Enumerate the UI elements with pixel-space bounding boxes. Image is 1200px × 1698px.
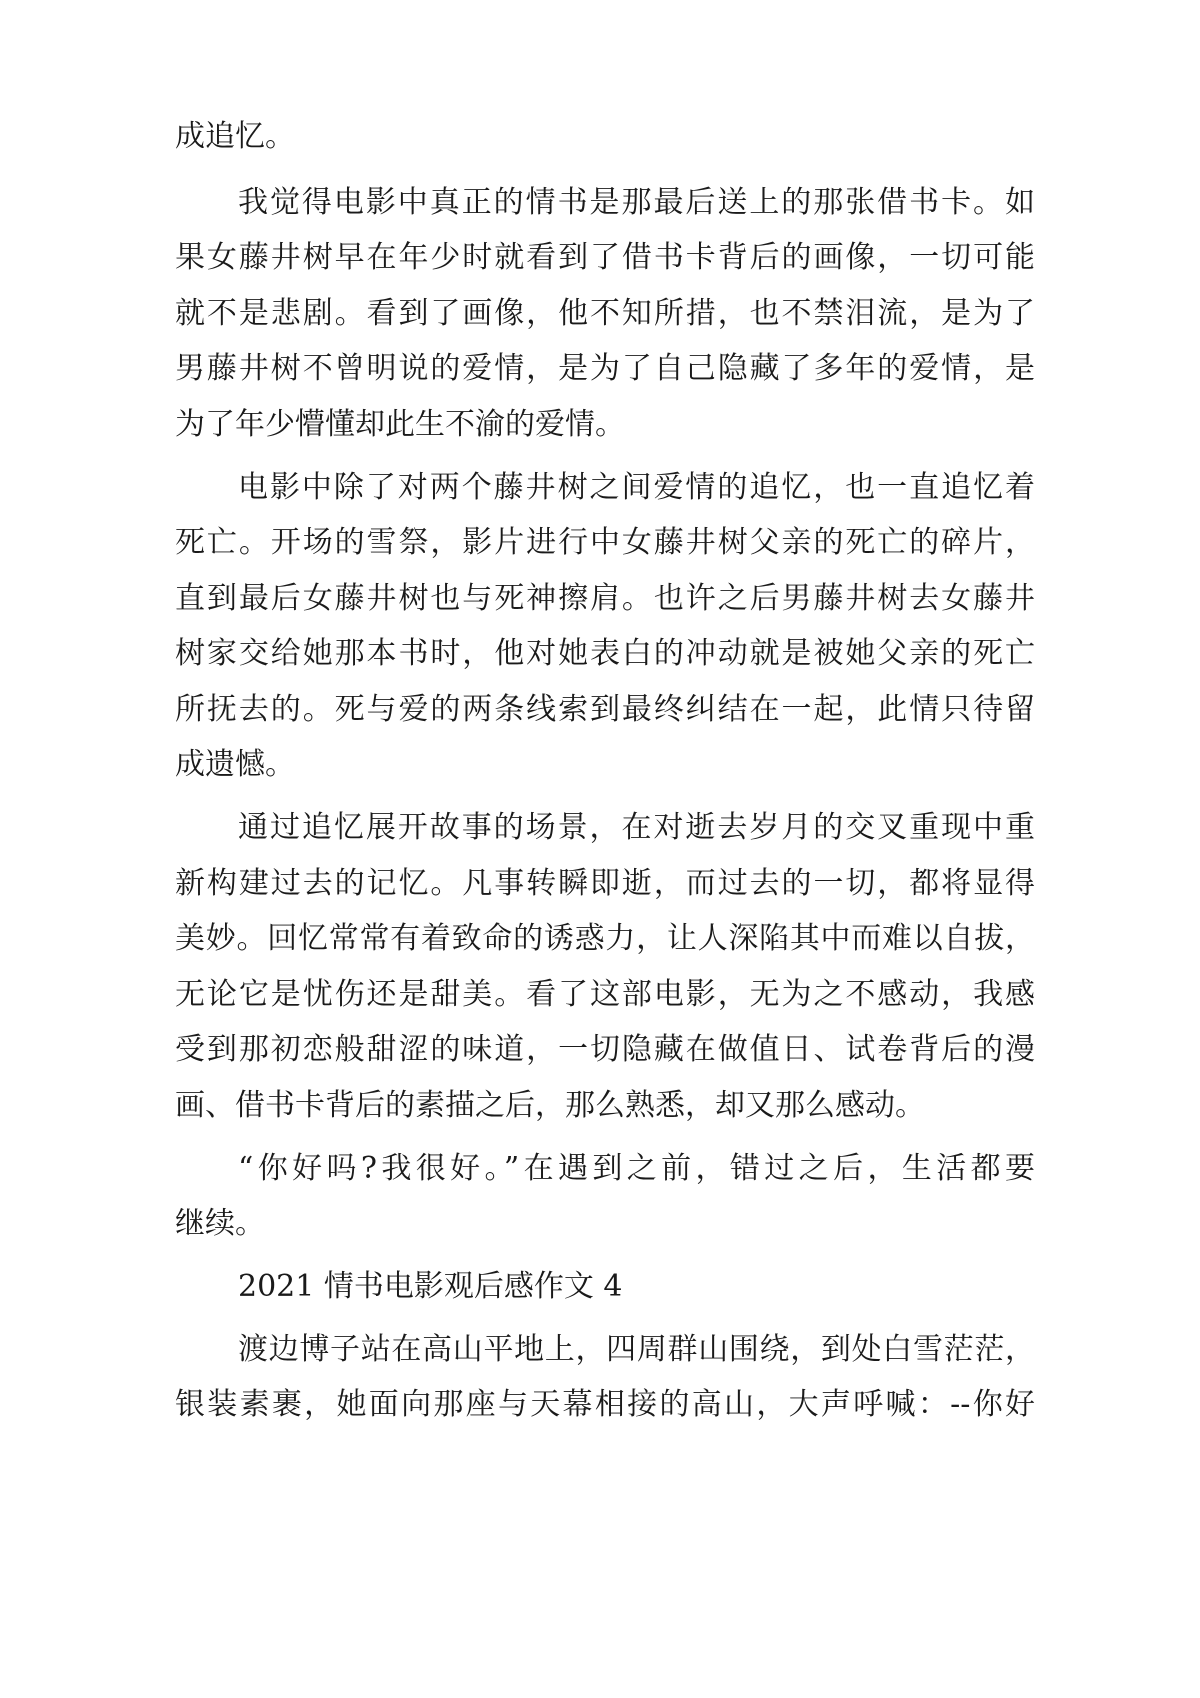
paragraph-line: 死亡。开场的雪祭，影片进行中女藤井树父亲的死亡的碎片，: [175, 525, 1035, 560]
paragraph-line: 所抚去的。死与爱的两条线索到最终纠结在一起，此情只待留: [175, 692, 1035, 727]
paragraph-line: 美妙。回忆常常有着致命的诱惑力，让人深陷其中而难以自拔，: [175, 921, 1035, 956]
paragraph-line: 我觉得电影中真正的情书是那最后送上的那张借书卡。如: [238, 185, 1035, 220]
paragraph-line: 树家交给她那本书时，他对她表白的冲动就是被她父亲的死亡: [175, 636, 1035, 671]
paragraph-line: 受到那初恋般甜涩的味道，一切隐藏在做值日、试卷背后的漫: [175, 1032, 1035, 1067]
paragraph-line: 无论它是忧伤还是甜美。看了这部电影，无为之不感动，我感: [175, 977, 1035, 1012]
paragraph-line: 为了年少懵懂却此生不渝的爱情。: [175, 407, 625, 442]
paragraph-line: 继续。: [175, 1206, 265, 1241]
paragraph-line: 直到最后女藤井树也与死神擦肩。也许之后男藤井树去女藤井: [175, 581, 1035, 616]
paragraph-line: 男藤井树不曾明说的爱情，是为了自己隐藏了多年的爱情，是: [175, 351, 1035, 386]
paragraph-line: 果女藤井树早在年少时就看到了借书卡背后的画像，一切可能: [175, 240, 1035, 275]
paragraph-line: 通过追忆展开故事的场景，在对逝去岁月的交叉重现中重: [238, 810, 1035, 845]
paragraph-line: 就不是悲剧。看到了画像，他不知所措，也不禁泪流，是为了: [175, 296, 1035, 331]
section-heading: 2021 情书电影观后感作文 4: [238, 1269, 623, 1304]
paragraph-line: 银装素裹，她面向那座与天幕相接的高山，大声呼喊：--你好: [175, 1387, 1035, 1422]
paragraph-line: 新构建过去的记忆。凡事转瞬即逝，而过去的一切，都将显得: [175, 866, 1035, 901]
paragraph-line: 成遗憾。: [175, 747, 295, 782]
paragraph-line: “你好吗?我很好。”在遇到之前，错过之后，生活都要: [238, 1151, 1035, 1186]
paragraph-line: 画、借书卡背后的素描之后，那么熟悉，却又那么感动。: [175, 1088, 925, 1123]
paragraph-line: 电影中除了对两个藤井树之间爱情的追忆，也一直追忆着: [238, 470, 1035, 505]
paragraph-line: 成追忆。: [175, 119, 295, 154]
paragraph-line: 渡边博子站在高山平地上，四周群山围绕，到处白雪茫茫，: [238, 1332, 1035, 1367]
